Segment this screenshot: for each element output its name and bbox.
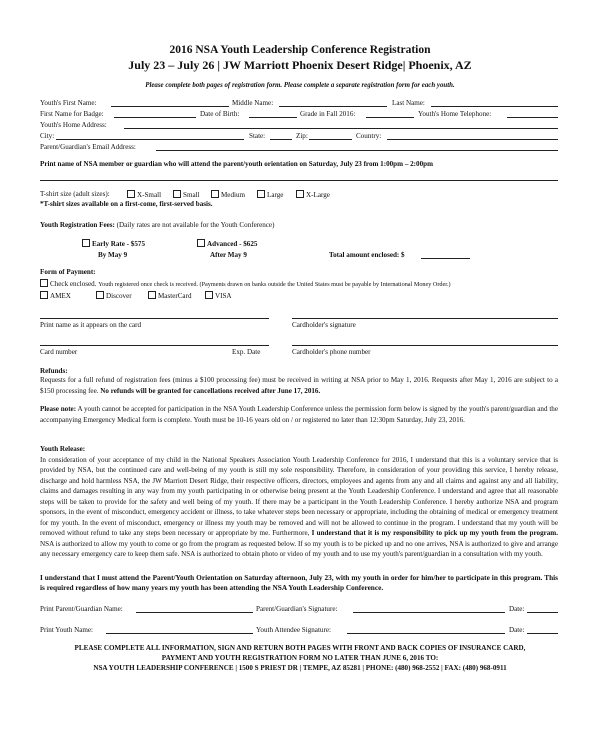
fees-heading-label: Youth Registration Fees: [40,221,115,229]
form-subtitle: July 23 – July 26 | JW Marriott Phoenix Desert Ridge| Phoenix, AZ [128,58,472,72]
home-address-field[interactable] [124,128,558,129]
zip-field[interactable] [309,139,352,140]
checkbox-icon[interactable] [96,291,104,299]
cardholder-signature-label: Cardholder's signature [292,321,356,329]
tshirt-small-option[interactable] [173,190,200,199]
fees-heading [40,221,274,229]
tshirt-xlarge-option[interactable] [296,190,330,199]
print-guardian-field[interactable] [136,612,253,613]
amex-label: AMEX [50,292,71,300]
email-label: Parent/Guardian's Email Address: [40,143,136,151]
card-name-label: Print name as it appears on the card [40,321,142,329]
grade-label: Grade in Fall 2016: [300,110,356,118]
tshirt-small-label: Small [183,191,200,199]
release-pickup-text: I understand that it is my responsibility to pick up my youth from the program. [311,529,558,538]
checkbox-icon[interactable] [197,239,205,247]
refunds-text: Requests for a full refund of registration fees (minus a $100 processing fee) must be received in writing at NSA prior to May 1, 2016. Requests after May 1, 2016 are subject to a $150 processing fee. [40,376,558,395]
fees-heading-note: (Daily rates are not available for the Youth Conference) [116,221,275,229]
card-number-label: Card number [40,348,78,356]
tshirt-medium-label: Medium [221,191,246,199]
mastercard-option[interactable] [148,291,192,300]
tshirt-label: T-shirt size (adult sizes): [40,190,110,198]
visa-option[interactable] [205,291,232,300]
youth-first-name-field[interactable] [111,106,229,107]
advanced-rate-deadline: After May 9 [210,251,247,259]
print-youth-label: Print Youth Name: [40,626,94,634]
checkbox-icon[interactable] [127,190,135,198]
advanced-rate-option[interactable] [197,239,257,248]
discover-label: Discover [106,292,132,300]
refunds-paragraph [40,375,558,396]
cardholder-signature-field[interactable] [292,318,558,319]
tshirt-large-label: Large [267,191,284,199]
tshirt-large-option[interactable] [257,190,283,199]
refunds-heading: Refunds: [40,367,68,375]
youth-first-name-label: Youth's First Name: [40,99,97,107]
checkbox-icon[interactable] [257,190,265,198]
city-field[interactable] [56,139,244,140]
home-address-label: Youth's Home Address: [40,121,107,129]
middle-name-label: Middle Name: [232,99,274,107]
attendance-paragraph: I understand that I must attend the Parent/Youth Orientation on Saturday afternoon, July 23, with my youth in order for him/her to participate in this program. This is required regardless of how many years my youth has been attending the NSA Youth Leadership Conference. [40,573,558,593]
release-paragraph [40,455,558,560]
exp-date-label: Exp. Date [232,348,261,356]
tshirt-xsmall-label: X-Small [137,191,162,199]
print-youth-field[interactable] [106,633,253,634]
orientation-name-field[interactable] [40,180,558,181]
form-title: 2016 NSA Youth Leadership Conference Registration [169,44,431,56]
please-note-label: Please note: [40,405,77,413]
checkbox-icon[interactable] [296,190,304,198]
cardholder-phone-field[interactable] [292,345,558,346]
release-end-text: NSA is authorized to allow my youth to come or go from the program as requested below. If so my youth is to be picked up and no one arrives, NSA is authorized to give and arrange any necessary emergency care to keep them safe. NSA is authorized to obtain photo or video of my youth and to use my youth's parent/guardian in a consultation with my youth. [40,539,558,559]
checkbox-icon[interactable] [82,239,90,247]
checkbox-icon[interactable] [211,190,219,198]
middle-name-field[interactable] [279,106,387,107]
guardian-date-field[interactable] [527,612,558,613]
dob-label: Date of Birth: [200,110,240,118]
guardian-signature-field[interactable] [353,612,505,613]
last-name-label: Last Name: [392,99,425,107]
early-rate-deadline: By May 9 [98,251,128,259]
tshirt-xlarge-label: X-Large [306,191,330,199]
form-instruction: Please complete both pages of registration form. Please complete a separate registration form for each youth. [145,82,455,89]
state-label: State: [249,132,266,140]
country-label: Country: [356,132,382,140]
youth-date-field[interactable] [527,633,558,634]
print-guardian-label: Print Parent/Guardian Name: [40,605,123,613]
checkbox-icon[interactable] [148,291,156,299]
guardian-date-label: Date: [509,605,525,613]
card-number-field[interactable] [40,345,269,346]
please-note-paragraph [40,404,558,425]
checkbox-icon[interactable] [40,279,48,287]
dob-field[interactable] [249,117,297,118]
youth-phone-label: Youth's Home Telephone: [418,110,492,118]
discover-option[interactable] [96,291,132,300]
orientation-label: Print name of NSA member or guardian who will attend the parent/youth orientation on Saturday, July 23 from 1:00pm – 2:00pm [40,160,433,168]
advanced-rate-label: Advanced - $625 [207,240,258,248]
payment-heading: Form of Payment: [40,268,96,276]
badge-name-label: First Name for Badge: [40,110,104,118]
youth-signature-label: Youth Attendee Signature: [256,626,331,634]
visa-label: VISA [215,292,232,300]
tshirt-medium-option[interactable] [211,190,245,199]
check-enclosed-note: Youth registered once check is received. (Payments drawn on banks outside the United States must be payable by International Money Order.) [98,281,451,288]
please-note-text: A youth cannot be accepted for participation in the NSA Youth Leadership Conference unless the permission form below is signed by the youth's parent/guardian and the accompanying Emergency Medical form is complete. Youth must be 10-16 years old on / or registered no later than 12:30pm Saturday, July 23, 2016. [40,405,558,424]
state-field[interactable] [270,139,292,140]
release-heading: Youth Release: [40,445,86,453]
country-field[interactable] [387,139,558,140]
guardian-signature-label: Parent/Guardian's Signature: [256,605,338,613]
cardholder-phone-label: Cardholder's phone number [292,348,371,356]
total-amount-label: Total amount enclosed: $ [329,251,405,259]
refunds-deadline-text: No refunds will be granted for cancellations received after June 17, 2016. [100,386,321,395]
card-name-field[interactable] [40,318,269,319]
check-enclosed-label: Check enclosed. [50,280,97,288]
checkbox-icon[interactable] [40,291,48,299]
grade-field[interactable] [366,117,414,118]
early-rate-label: Early Rate - $575 [92,240,145,248]
check-enclosed-option[interactable] [40,279,451,289]
amex-option[interactable] [40,291,71,300]
youth-phone-field[interactable] [507,117,558,118]
mastercard-label: MasterCard [158,292,192,300]
email-field[interactable] [156,150,558,151]
footer-line-3: NSA YOUTH LEADERSHIP CONFERENCE | 1500 S PRIEST DR | TEMPE, AZ 85281 | PHONE: (480) 968-2552 | FAX: (480) 968-0911 [93,664,507,672]
tshirt-note: *T-shirt sizes available on a first-come, first-served basis. [40,200,213,208]
checkbox-icon[interactable] [173,190,181,198]
release-text: In consideration of your acceptance of my child in the National Speakers Association Youth Leadership Conference for 2016, I understand that this is a voluntary service that is provided by NSA, but the continued care and well-being of my youth is still my sole responsibility. Therefore, in consideration of your providing this service, I hereby release, discharge and hold harmless NSA, the JW Marriott Desert Ridge, their respective officers, directors, employees and agents from any and all claims and against any and all liability, claims and damages resulting in any way from my youth participating in or otherwise being present at the Youth Leadership Conference. I understand and agree that all reasonable steps will be taken to provide for the safety and well being of my youth. If there may be a participant in the Youth Leadership Conference. I hereby authorize NSA and program sponsors, in the event of misconduct, emergency accident or illness, to take whatever steps been necessary or appropriate, including the obtaining of medical or emergency treatment for my youth. In the event of misconduct, emergency or illness my youth may be removed and will not be allowed to continue in the program. I understand that my youth will be removed without refund to take any steps been necessary or appropriate by me. Furthermore, [40,456,558,538]
youth-date-label: Date: [509,626,525,634]
youth-signature-field[interactable] [347,633,505,634]
footer-line-1: PLEASE COMPLETE ALL INFORMATION, SIGN AND RETURN BOTH PAGES WITH FRONT AND BACK COPIES OF INSURANCE CARD, [74,644,526,652]
tshirt-xsmall-option[interactable] [127,190,161,199]
total-amount-field[interactable] [421,258,470,259]
zip-label: Zip: [296,132,308,140]
footer-line-2: PAYMENT AND YOUTH REGISTRATION FORM NO LATER THAN JUNE 6, 2016 TO: [161,654,439,662]
early-rate-option[interactable] [82,239,145,248]
checkbox-icon[interactable] [205,291,213,299]
city-label: City: [40,132,55,140]
last-name-field[interactable] [431,106,558,107]
badge-name-field[interactable] [114,117,196,118]
